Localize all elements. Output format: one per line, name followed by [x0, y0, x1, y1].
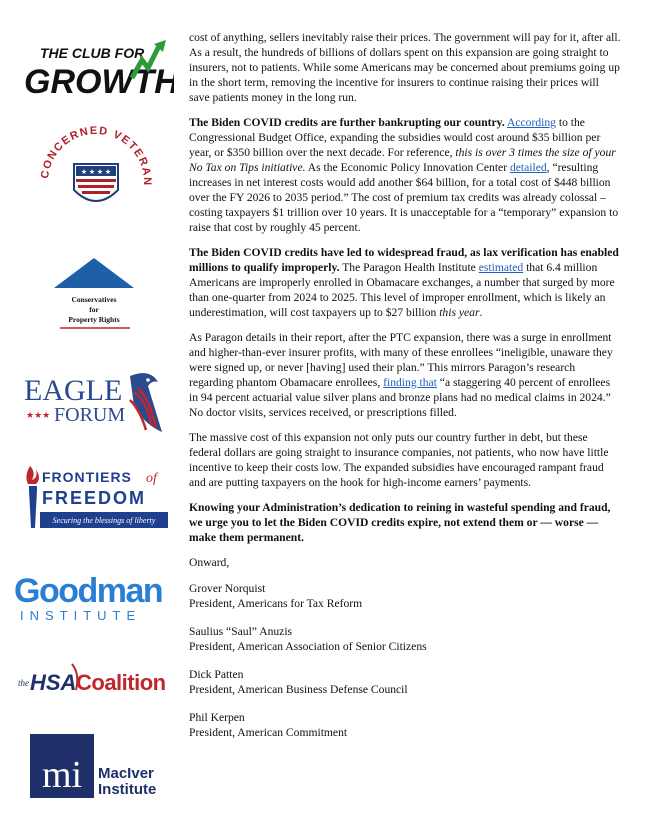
maciver-mark: mi [41, 754, 83, 796]
p3-italic: this year [439, 306, 480, 319]
cva-graphic [34, 122, 159, 237]
of-word: of [146, 471, 157, 486]
eagle-word: EAGLE [24, 374, 123, 407]
concerned-veterans-logo [34, 122, 159, 237]
link-according[interactable]: According [507, 116, 556, 129]
letter-body [189, 30, 621, 753]
cpr-roof-icon [54, 258, 134, 288]
p2-bold-lead: The Biden COVID credits are further bankrupting our country. [189, 116, 505, 129]
signatory-name: Saulius “Saul” Anuzis [189, 625, 293, 638]
paragraph-4: As Paragon details in their report, after the PTC expansion, there was a surge in enrollment and higher-than-ever insurer profits, with many of these enrollees “ineligible, unaware they were signed up, or never [having] used their plan.” This mirrors Paragon’s research regarding phantom Obamacare enrollees, finding that “a staggering 40 percent of enrollees in 94 percent actuarial value silver plans and bronze plans had no medical claims in 2024.” No doctor visits, services received, or prescriptions filled. [189, 331, 613, 419]
goodman-graphic [14, 568, 174, 624]
closing: Onward, [189, 556, 230, 569]
eagle-forum-graphic [22, 366, 172, 436]
cpr-line1: Conservatives [71, 295, 117, 304]
signatory-title: President, Americans for Tax Reform [189, 597, 363, 610]
institute-word-maciver: Institute [98, 781, 157, 798]
p2-italic: this is over 3 times the size of your No Tax on Tips initiative. [189, 146, 616, 174]
paragraph-2: The Biden COVID credits are further bankrupting our country. According to the Congressional Budget Office, expanding the subsidies would cost around $35 billion per year, or $350 billion over the next decade. For reference, this is over 3 times the size of your No Tax on Tips initiative. As the Economic Policy Innovation Center detailed, “resulting increases in net interest costs would add another $64 billion, for a total cost of $448 billion over the FY 2026 to 2035 period.” The cost of premium tax credits was already colossal – costing taxpayers $1 trillion over 10 years. It is unacceptable for a “temporary” expansion to raise that cost by roughly 45 percent. [189, 116, 619, 234]
frontiers-tagline: Securing the blessings of liberty [52, 516, 156, 525]
signatory-title: President, American Commitment [189, 726, 348, 739]
signatory-2 [189, 624, 621, 654]
link-detailed[interactable]: detailed [509, 161, 547, 174]
cpr-graphic [50, 256, 160, 336]
hsa-letters: HSA [30, 670, 77, 695]
institute-word: INSTITUTE [20, 608, 142, 623]
signatory-1 [189, 581, 621, 611]
paragraph-6: Knowing your Administration’s dedication to reining in wasteful spending and fraud, we urge you to let the Biden COVID credits expire, not extend them or — worse — make them permanent. [189, 501, 611, 544]
torch-icon [26, 466, 39, 528]
signatory-title: President, American Business Defense Council [189, 683, 408, 696]
paragraph-5: The massive cost of this expansion not only puts our country further in debt, but these federal dollars are going straight to insurance companies, not patients, who now have little incentive to keep their costs low. The expanded subsidies have encouraged rampant fraud and are putting taxpayers on the hook for high-income earners’ payments. [189, 431, 609, 489]
cfg-line2: GROWTH [24, 63, 174, 98]
frontiers-graphic [22, 462, 172, 540]
goodman-institute-logo [14, 568, 174, 624]
frontiers-word: FRONTIERS [42, 469, 132, 485]
cpr-line3: Property Rights [68, 315, 120, 324]
hsa-the: the [18, 678, 29, 688]
signatory-3 [189, 667, 621, 697]
cpr-line2: for [89, 305, 99, 314]
eagle-head-icon [130, 373, 162, 432]
paragraph-3: The Biden COVID credits have led to widespread fraud, as lax verification has enabled millions to qualify improperly. The Paragon Health Institute estimated that 6.4 million Americans are improperly enrolled in Obamacare exchanges, a number that surged by more than one-quarter from 2024 to 2025. This level of improper enrollment, which is likely an underestimation, will cost taxpayers up to $27 billion this year. [189, 246, 619, 319]
maciver-graphic [30, 732, 170, 802]
logo-sidebar [0, 0, 180, 836]
cva-arc-text: CONCERNED VETERAN [38, 124, 154, 187]
eagle-forum-logo [22, 366, 172, 436]
club-for-growth-logo [14, 38, 174, 98]
cva-stars-icon: ★ ★ ★ ★ [80, 168, 112, 176]
club-for-growth-graphic [14, 38, 174, 98]
hsa-coalition-word: Coalition [76, 670, 166, 695]
maciver-word: MacIver [98, 765, 154, 782]
goodman-word: Goodman [14, 572, 163, 610]
freedom-word: FREEDOM [42, 488, 146, 508]
signatory-4 [189, 710, 621, 740]
cfg-line1: THE CLUB FOR [40, 45, 145, 61]
forum-word: FORUM [54, 404, 126, 426]
signatory-name: Grover Norquist [189, 582, 266, 595]
frontiers-of-freedom-logo [22, 462, 172, 540]
link-finding-that[interactable]: finding that [383, 376, 437, 389]
maciver-institute-logo [30, 732, 170, 802]
hsa-graphic [14, 660, 174, 700]
signatory-name: Dick Patten [189, 668, 244, 681]
hsa-coalition-logo [14, 660, 174, 700]
p3-bold-lead: The Biden COVID credits have led to widespread fraud, as lax verification has enabled millions to qualify improperly. [189, 246, 619, 274]
signatory-title: President, American Association of Senior Citizens [189, 640, 427, 653]
cpr-logo [50, 256, 160, 336]
paragraph-1: cost of anything, sellers inevitably raise their prices. The government will pay for it, after all. As a result, the hundreds of billions of dollars spent on this expansion are going straight to insurers, not to patients. While some Americans may be concerned about premiums going up in the short term, removing the incentive for insurers to continue raising their prices will save patients money in the long run. [189, 31, 621, 104]
link-estimated[interactable]: estimated [478, 261, 524, 274]
signatory-name: Phil Kerpen [189, 711, 245, 724]
eagle-stars-icon: ★★★ [26, 410, 51, 420]
